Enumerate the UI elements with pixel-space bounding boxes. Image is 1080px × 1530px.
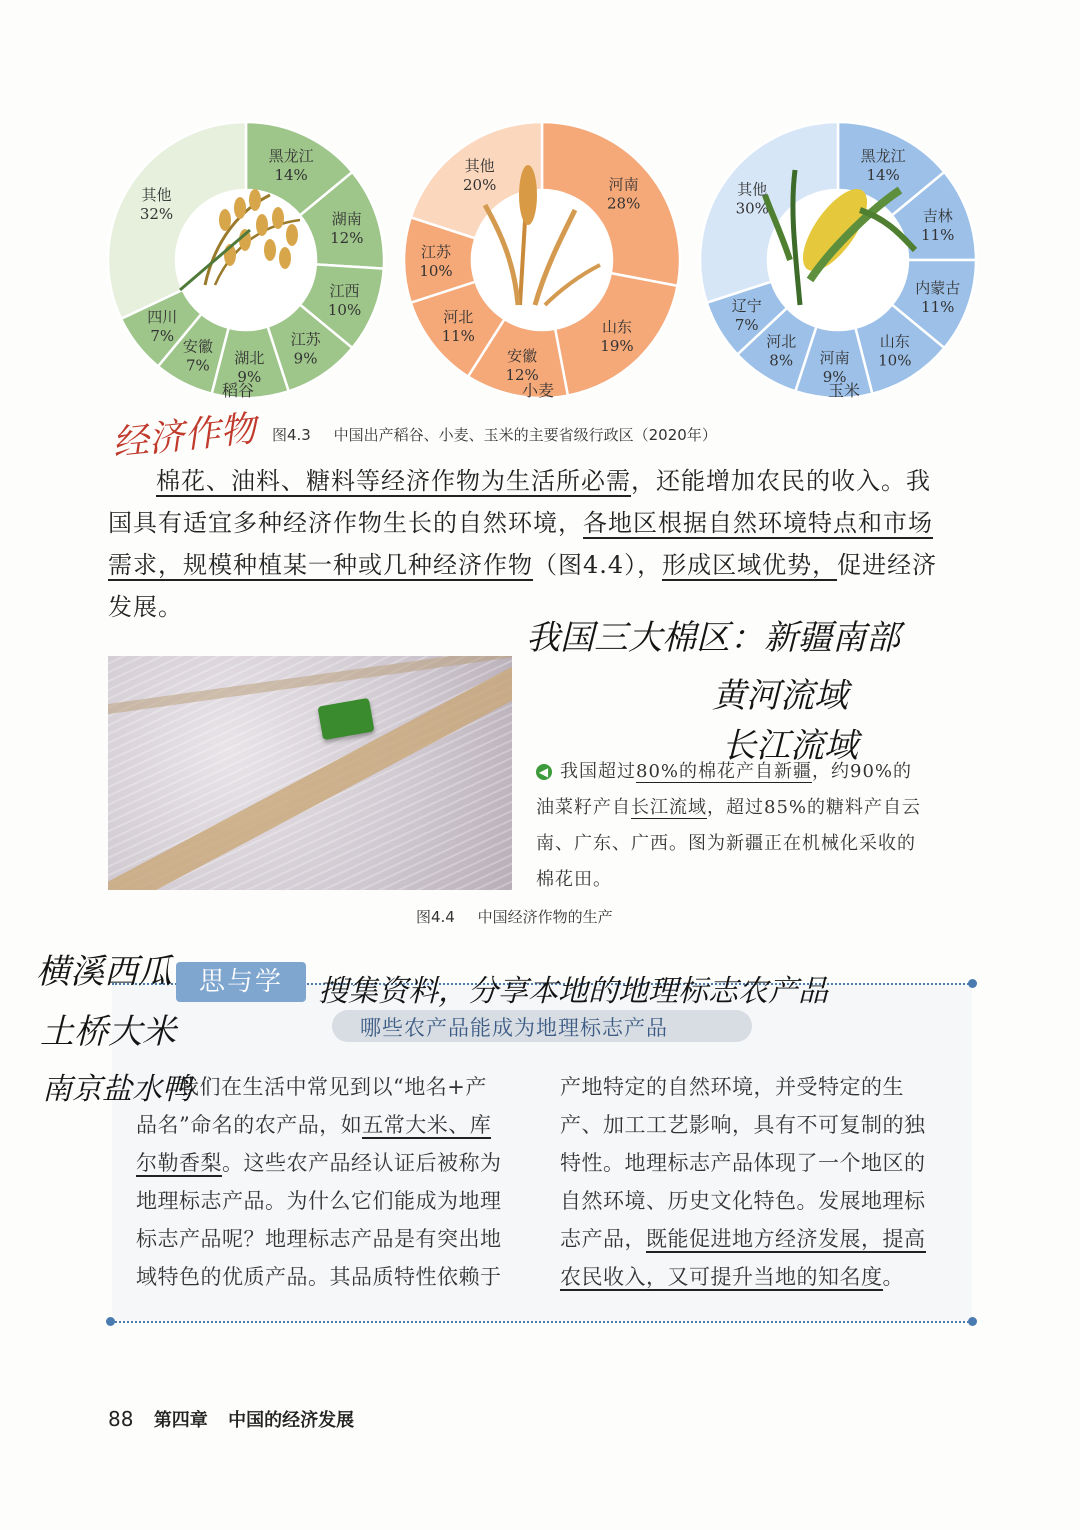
paragraph-text: 国具有适宜多种经济作物生长的自然环境， [108,509,583,537]
paragraph-line-3 [108,544,988,586]
box-left-column [136,1068,526,1296]
box-line: 标志产品呢？地理标志产品是有突出地 [136,1227,502,1251]
question-title: 哪些农产品能成为地理标志产品 [360,1016,668,1040]
box-right-column [560,1068,960,1296]
paragraph-text: 促进经济 [837,551,938,579]
note-text: ，超过85%的糖料产自云 [707,797,922,818]
border-dot [968,979,977,988]
underlined-text: 80%的棉花产自新疆 [636,761,813,782]
underlined-text: 尔勒香梨 [136,1151,222,1175]
wheat-chart-title: 小麦 [521,381,554,400]
slice-value: 19% [600,336,634,355]
box-line: 志产品，既能促进地方经济发展，提高 [560,1227,926,1251]
cotton-harvester [317,698,374,741]
underlined-text: 长江流域 [631,797,707,818]
slice-label: 安徽 [507,347,538,366]
slice-value: 10% [878,351,912,370]
paragraph-line-4: 发展。 [108,593,183,621]
slice-value: 32% [139,205,174,224]
slice-label: 山东 [879,332,910,351]
figure-4-4-number: 图4.4 [416,908,455,926]
underlined-text: 需求，规模种植某一种或几种经济作物 [108,551,533,579]
note-text: ，约90%的 [812,761,913,782]
handwritten-yangtze: 长江流域 [722,726,858,766]
underlined-text: 棉花、油料、糖料等经济作物为生活所必需 [156,467,631,495]
economic-crops-paragraph [108,460,988,628]
paragraph-line-1 [108,460,988,502]
slice-label: 安徽 [182,337,213,356]
corn-chart-title: 玉米 [827,381,860,400]
slice-value: 14% [866,166,900,185]
handwritten-box-heading: 搜集资料，分享本地的地理标志农产品 [318,974,828,1009]
underlined-text: 各地区根据自然环境特点和市场 [583,509,933,537]
paragraph-text: ，还能增加农民的收入。我 [631,467,931,495]
cotton-field-photo [108,656,512,890]
note-line-3: 南、广东、广西。图为新疆正在机械化采收的 [536,833,916,854]
slice-value: 11% [921,226,955,245]
handwritten-economic-crops: 经济作物 [110,408,259,465]
note-line-2 [536,790,976,826]
slice-value: 7% [150,326,175,345]
slice-label: 四川 [147,307,178,326]
slice-label: 湖南 [331,210,362,229]
slice-label: 河北 [766,332,797,351]
handwritten-note-duck: 南京盐水鸭 [42,1072,192,1107]
figure-4-3-caption [272,424,717,445]
border-dot [968,1317,977,1326]
slice-value: 7% [185,356,210,375]
cotton-photo-note [536,754,976,898]
slice-label: 江苏 [420,243,452,261]
chapter-title: 中国的经济发展 [228,1410,355,1431]
slice-label: 其他 [141,186,172,205]
box-line: 自然环境、历史文化特色。发展地理标 [560,1189,926,1213]
box-line: 产地特定的自然环境，并受特定的生 [560,1075,904,1099]
left-arrow-icon: ◀ [536,764,552,780]
box-line: 特性。地理标志产品体现了一个地区的 [560,1151,926,1175]
underlined-text: 形成区域优势， [662,551,838,579]
slice-value: 10% [327,301,362,320]
slice-label: 内蒙古 [915,278,961,297]
slice-label: 吉林 [922,207,953,226]
slice-value: 14% [274,166,308,185]
paragraph-text: （图4.4）， [533,551,663,579]
border-dot [106,1317,115,1326]
figure-4-4-text: 中国经济作物的生产 [477,908,613,926]
paragraph-line-2 [108,502,988,544]
slice-label: 黑龙江 [860,147,906,166]
slice-label: 其他 [737,180,768,199]
underlined-text: 既能促进地方经济发展，提高 [646,1227,926,1251]
slice-label: 河南 [608,175,639,194]
box-line: 农民收入，又可提升当地的知名度。 [560,1265,904,1289]
slice-value: 30% [735,199,769,218]
slice-label: 其他 [464,157,495,176]
handwritten-yellow-river: 黄河流域 [712,676,848,716]
slice-label: 黑龙江 [268,147,314,166]
slice-value: 10% [419,262,453,280]
slice-value: 12% [505,366,539,385]
figure-4-3-number: 图4.3 [272,426,311,444]
slice-label: 河南 [819,348,850,367]
slice-value: 11% [921,297,955,316]
handwritten-cotton-regions: 我国三大棉区：新疆南部 [526,618,900,658]
think-learn-badge: 思与学 [176,962,306,1002]
note-text: 油菜籽产自 [536,797,631,818]
handwritten-note-rice: 土桥大米 [40,1012,176,1052]
figure-4-4-caption [416,906,613,927]
slice-label: 山东 [601,317,632,336]
corn-donut-chart [700,122,976,398]
rice-donut-chart [108,122,384,398]
box-line: 我们在生活中常见到以“地名+产 [178,1075,487,1099]
slice-value: 28% [607,194,641,213]
underlined-text: 农民收入，又可提升当地的知名度 [560,1265,883,1289]
slice-value: 12% [330,229,364,248]
slice-value: 9% [293,349,318,368]
slice-label: 辽宁 [731,296,762,315]
slice-label: 湖北 [234,348,265,367]
slice-value: 11% [441,326,475,345]
slice-value: 20% [463,176,497,195]
box-line: 尔勒香梨。这些农产品经认证后被称为 [136,1151,502,1175]
note-line-1 [536,754,976,790]
wheat-donut-chart [404,122,680,398]
page-number: 88 [108,1407,134,1431]
slice-value: 7% [734,315,759,334]
note-line-4: 棉花田。 [536,869,612,890]
harvested-strip [108,656,512,890]
box-line: 地理标志产品。为什么它们能成为地理 [136,1189,502,1213]
box-line: 产、加工工艺影响，具有不可复制的独 [560,1113,926,1137]
underlined-text: 五常大米、库 [362,1113,492,1137]
rice-chart-title: 稻谷 [221,381,254,400]
slice-label: 江苏 [290,330,321,349]
figure-4-3-charts [0,100,1080,410]
figure-4-3-text: 中国出产稻谷、小麦、玉米的主要省级行政区（2020年） [333,426,717,444]
slice-label: 江西 [329,282,360,301]
box-line: 品名”命名的农产品，如五常大米、库 [136,1113,492,1137]
slice-value: 8% [769,351,794,370]
note-text: 我国超过 [560,761,636,782]
slice-value: 9% [822,367,847,386]
chapter-number: 第四章 [153,1410,208,1431]
handwritten-note-watermelon: 横溪西瓜 [36,952,172,992]
slice-label: 河北 [443,307,474,326]
slice-value: 9% [237,367,262,386]
box-bottom-border [112,1321,972,1323]
page-footer [108,1406,354,1432]
box-line: 域特色的优质产品。其品质特性依赖于 [136,1265,502,1289]
